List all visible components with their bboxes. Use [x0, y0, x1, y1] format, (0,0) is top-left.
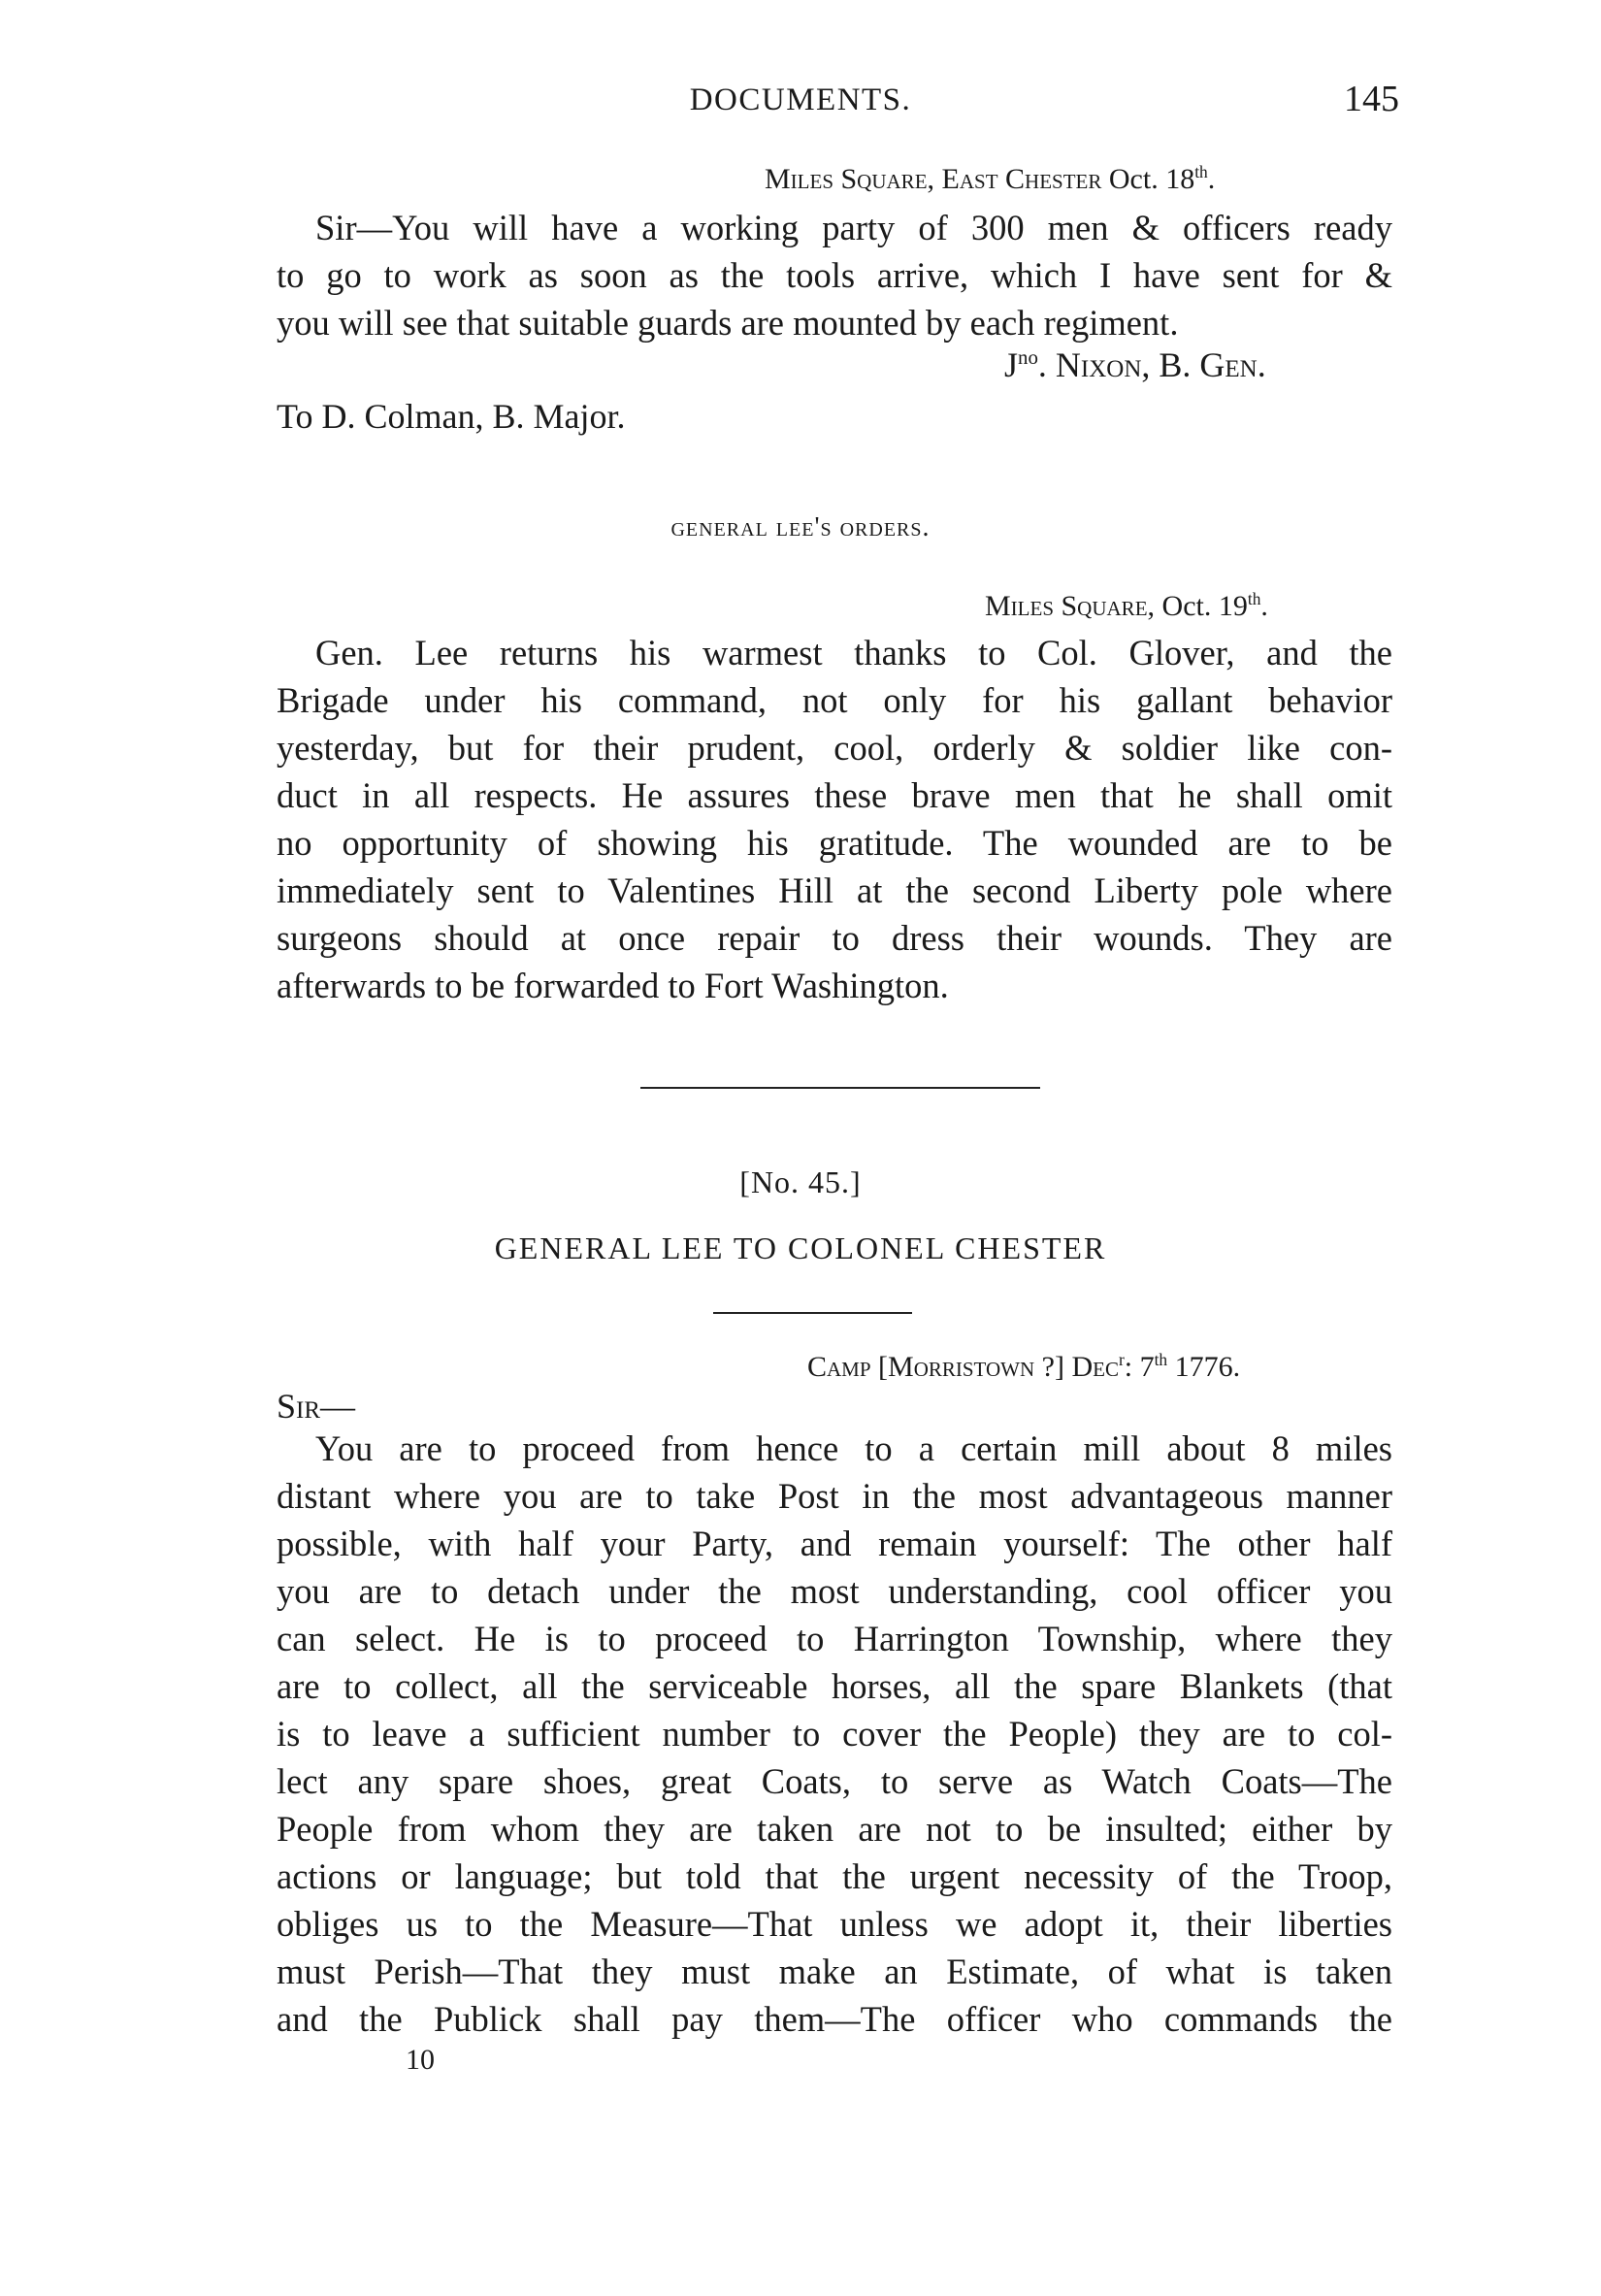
- document-line: are to collect, all the serviceable horses, all the spare Blankets (that: [277, 1666, 1392, 1706]
- document-line: and the Publick shall pay them—The officer who commands the: [277, 1999, 1392, 2039]
- orders-dateline-date: Oct. 19: [1161, 590, 1248, 622]
- document-dateline: [807, 1351, 1240, 1384]
- running-header: DOCUMENTS.: [689, 82, 912, 117]
- orders-dateline-sup: th: [1247, 589, 1261, 608]
- document-line: distant where you are to take Post in the most advantageous manner: [277, 1476, 1392, 1516]
- document-body: [277, 1425, 1392, 2043]
- signature-mark: 10: [406, 2044, 435, 2076]
- letter1-line: you will see that suitable guards are mounted by each regiment.: [277, 303, 1179, 343]
- document-line: can select. He is to proceed to Harrington Township, where they: [277, 1619, 1392, 1658]
- letter1-addressee: To D. Colman, B. Major.: [277, 397, 626, 436]
- document-dateline-year: 1776.: [1167, 1351, 1241, 1383]
- document-line: you are to detach under the most understanding, cool officer you: [277, 1571, 1392, 1611]
- letter1-line: to go to work as soon as the tools arrive, which I have sent for &: [277, 255, 1392, 295]
- orders-dateline: Miles Square, Oct. 19th.: [985, 589, 1268, 622]
- orders-body: [277, 629, 1392, 1009]
- orders-line: Gen. Lee returns his warmest thanks to Col. Glover, and the: [315, 633, 1392, 672]
- document-line: lect any spare shoes, great Coats, to serve as Watch Coats—The: [277, 1761, 1392, 1801]
- letter1-signature: [1004, 344, 1266, 385]
- orders-line: surgeons should at once repair to dress their wounds. They are: [277, 918, 1392, 958]
- document-line: must Perish—That they must make an Estimate, of what is taken: [277, 1952, 1392, 1991]
- document-line: is to leave a sufficient number to cover the People) they are to col-: [277, 1714, 1392, 1754]
- letter1-dateline-sup: th: [1194, 162, 1208, 181]
- letter1-body: [277, 204, 1392, 346]
- document-title: GENERAL LEE TO COLONEL CHESTER: [494, 1230, 1107, 1265]
- orders-line: Brigade under his command, not only for his gallant behavior: [277, 680, 1392, 720]
- document-dateline-mid: : 7: [1124, 1351, 1155, 1383]
- orders-line: duct in all respects. He assures these brave men that he shall omit: [277, 775, 1392, 815]
- orders-line: no opportunity of showing his gratitude. The wounded are to be: [277, 823, 1392, 863]
- signature-name: . Nixon, B. Gen.: [1037, 345, 1266, 384]
- document-dateline-prefix: Camp [Morristown ?] Dec: [807, 1351, 1119, 1383]
- document-line: You are to proceed from hence to a certain mill about 8 miles: [315, 1428, 1392, 1468]
- signature-sup: no: [1018, 345, 1038, 369]
- title-underline-rule: [713, 1312, 912, 1314]
- document-line: People from whom they are taken are not to be insulted; either by: [277, 1809, 1392, 1849]
- letter1-dateline-date: Oct. 18: [1108, 163, 1195, 195]
- document-dateline-sup2: th: [1154, 1350, 1168, 1369]
- orders-line: yesterday, but for their prudent, cool, orderly & soldier like con-: [277, 728, 1392, 768]
- signature-initial: J: [1004, 345, 1019, 384]
- letter1-dateline-place: Miles Square, East Chester: [765, 163, 1102, 195]
- orders-heading: general lee's orders.: [670, 512, 931, 542]
- document-number: [No. 45.]: [739, 1164, 862, 1199]
- document-line: obliges us to the Measure—That unless we adopt it, their liberties: [277, 1904, 1392, 1944]
- document-dateline-sup1: r: [1118, 1350, 1125, 1369]
- letter1-dateline: Miles Square, East Chester Oct. 18th.: [765, 162, 1216, 195]
- section-divider-rule: [640, 1087, 1040, 1089]
- page-number: 145: [1344, 79, 1399, 119]
- document-line: actions or language; but told that the urgent necessity of the Troop,: [277, 1856, 1392, 1896]
- orders-dateline-place: Miles Square,: [985, 590, 1156, 622]
- orders-line: afterwards to be forwarded to Fort Washington.: [277, 966, 949, 1005]
- letter1-line: Sir—You will have a working party of 300 men & officers ready: [315, 208, 1392, 247]
- document-salutation: Sir—: [277, 1387, 356, 1426]
- orders-line: immediately sent to Valentines Hill at the second Liberty pole where: [277, 870, 1392, 910]
- document-line: possible, with half your Party, and remain yourself: The other half: [277, 1524, 1392, 1563]
